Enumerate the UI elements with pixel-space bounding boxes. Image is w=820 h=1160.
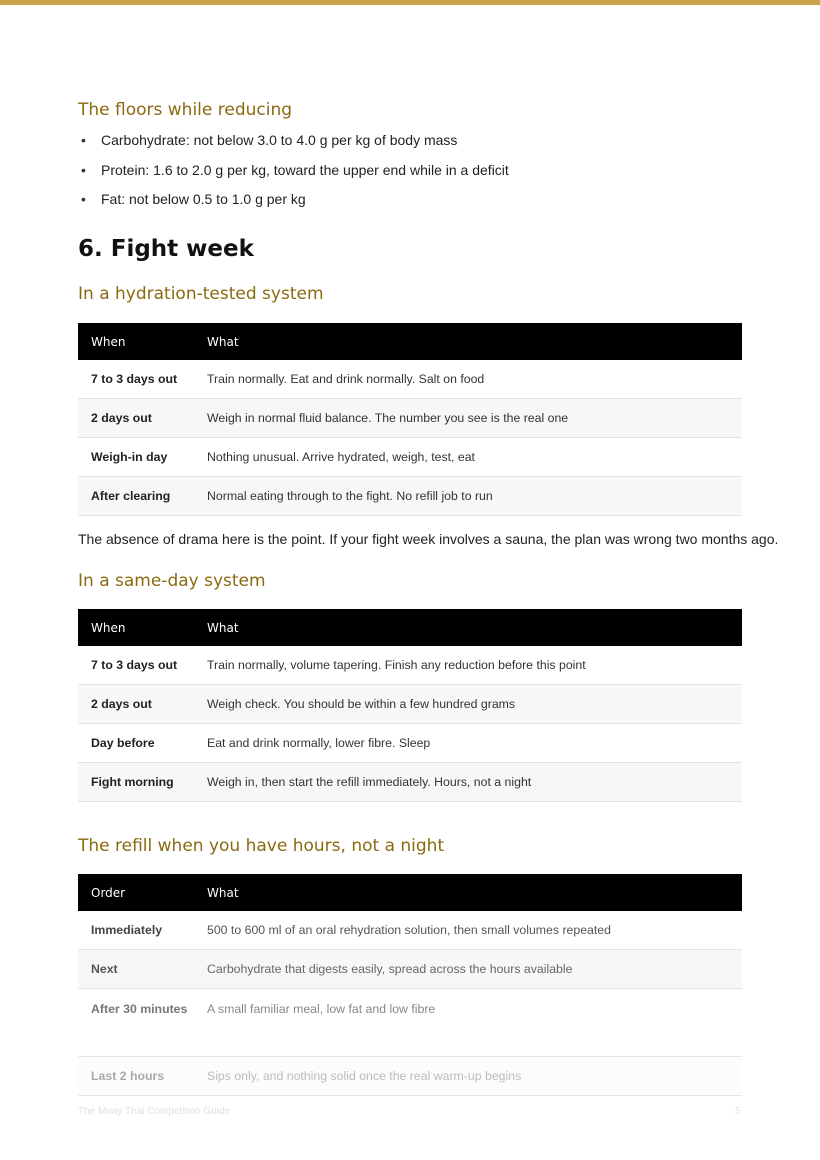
table-row — [78, 477, 742, 516]
top-accent-bar — [0, 0, 820, 5]
same-day-heading: In a same-day system — [78, 571, 266, 591]
floors-list — [78, 130, 509, 219]
table-cell: Immediately — [78, 911, 195, 950]
table-cell: After clearing — [78, 477, 195, 516]
page-number: 5 — [735, 1106, 741, 1117]
table-cell: Normal eating through to the fight. No refill job to run — [195, 477, 742, 516]
column-header: When — [78, 323, 195, 360]
table-header-row — [78, 323, 742, 360]
table-row — [78, 724, 742, 763]
table-cell: A small familiar meal, low fat and low fibre — [195, 989, 742, 1057]
footer-title: The Muay Thai Competition Guide — [78, 1106, 231, 1117]
table-cell: Weigh in, then start the refill immediately. Hours, not a night — [195, 763, 742, 802]
table-cell: After 30 minutes — [78, 989, 195, 1057]
hydration-note: The absence of drama here is the point. If your fight week involves a sauna, the plan was wrong two months ago. — [78, 531, 779, 547]
table-cell: 7 to 3 days out — [78, 360, 195, 399]
table-cell: Carbohydrate that digests easily, spread across the hours available — [195, 950, 742, 989]
table-cell: 2 days out — [78, 685, 195, 724]
table-cell: Day before — [78, 724, 195, 763]
table-row — [78, 399, 742, 438]
table-cell: Next — [78, 950, 195, 989]
table-cell: Fight morning — [78, 763, 195, 802]
table-row — [78, 1057, 742, 1096]
column-header: Order — [78, 874, 195, 911]
table-header-row — [78, 874, 742, 911]
floors-heading: The floors while reducing — [78, 100, 293, 120]
same-day-table — [78, 609, 742, 802]
table-cell: Weigh in normal fluid balance. The number you see is the real one — [195, 399, 742, 438]
table-row — [78, 360, 742, 399]
refill-table — [78, 874, 742, 1096]
table-cell: Eat and drink normally, lower fibre. Sleep — [195, 724, 742, 763]
table-cell: 7 to 3 days out — [78, 646, 195, 685]
table-row — [78, 989, 742, 1057]
list-item: • Carbohydrate: not below 3.0 to 4.0 g per kg of body mass — [78, 130, 509, 160]
table-row — [78, 685, 742, 724]
table-row — [78, 950, 742, 989]
table-cell: Weigh-in day — [78, 438, 195, 477]
table-cell: Weigh check. You should be within a few hundred grams — [195, 685, 742, 724]
column-header: What — [195, 874, 742, 911]
fight-week-heading: 6. Fight week — [78, 236, 254, 262]
refill-heading: The refill when you have hours, not a night — [78, 836, 445, 856]
table-cell: Train normally, volume tapering. Finish any reduction before this point — [195, 646, 742, 685]
table-row — [78, 646, 742, 685]
table-header-row — [78, 609, 742, 646]
hydration-table — [78, 323, 742, 516]
list-item: • Fat: not below 0.5 to 1.0 g per kg — [78, 189, 509, 219]
table-row — [78, 911, 742, 950]
column-header: When — [78, 609, 195, 646]
list-item: • Protein: 1.6 to 2.0 g per kg, toward the upper end while in a deficit — [78, 160, 509, 190]
table-cell: Nothing unusual. Arrive hydrated, weigh, test, eat — [195, 438, 742, 477]
column-header: What — [195, 323, 742, 360]
column-header: What — [195, 609, 742, 646]
table-cell: Last 2 hours — [78, 1057, 195, 1096]
table-cell: Train normally. Eat and drink normally. Salt on food — [195, 360, 742, 399]
hydration-heading: In a hydration-tested system — [78, 284, 324, 304]
table-row — [78, 438, 742, 477]
table-cell: Sips only, and nothing solid once the real warm-up begins — [195, 1057, 742, 1096]
table-cell: 2 days out — [78, 399, 195, 438]
table-cell: 500 to 600 ml of an oral rehydration solution, then small volumes repeated — [195, 911, 742, 950]
table-row — [78, 763, 742, 802]
